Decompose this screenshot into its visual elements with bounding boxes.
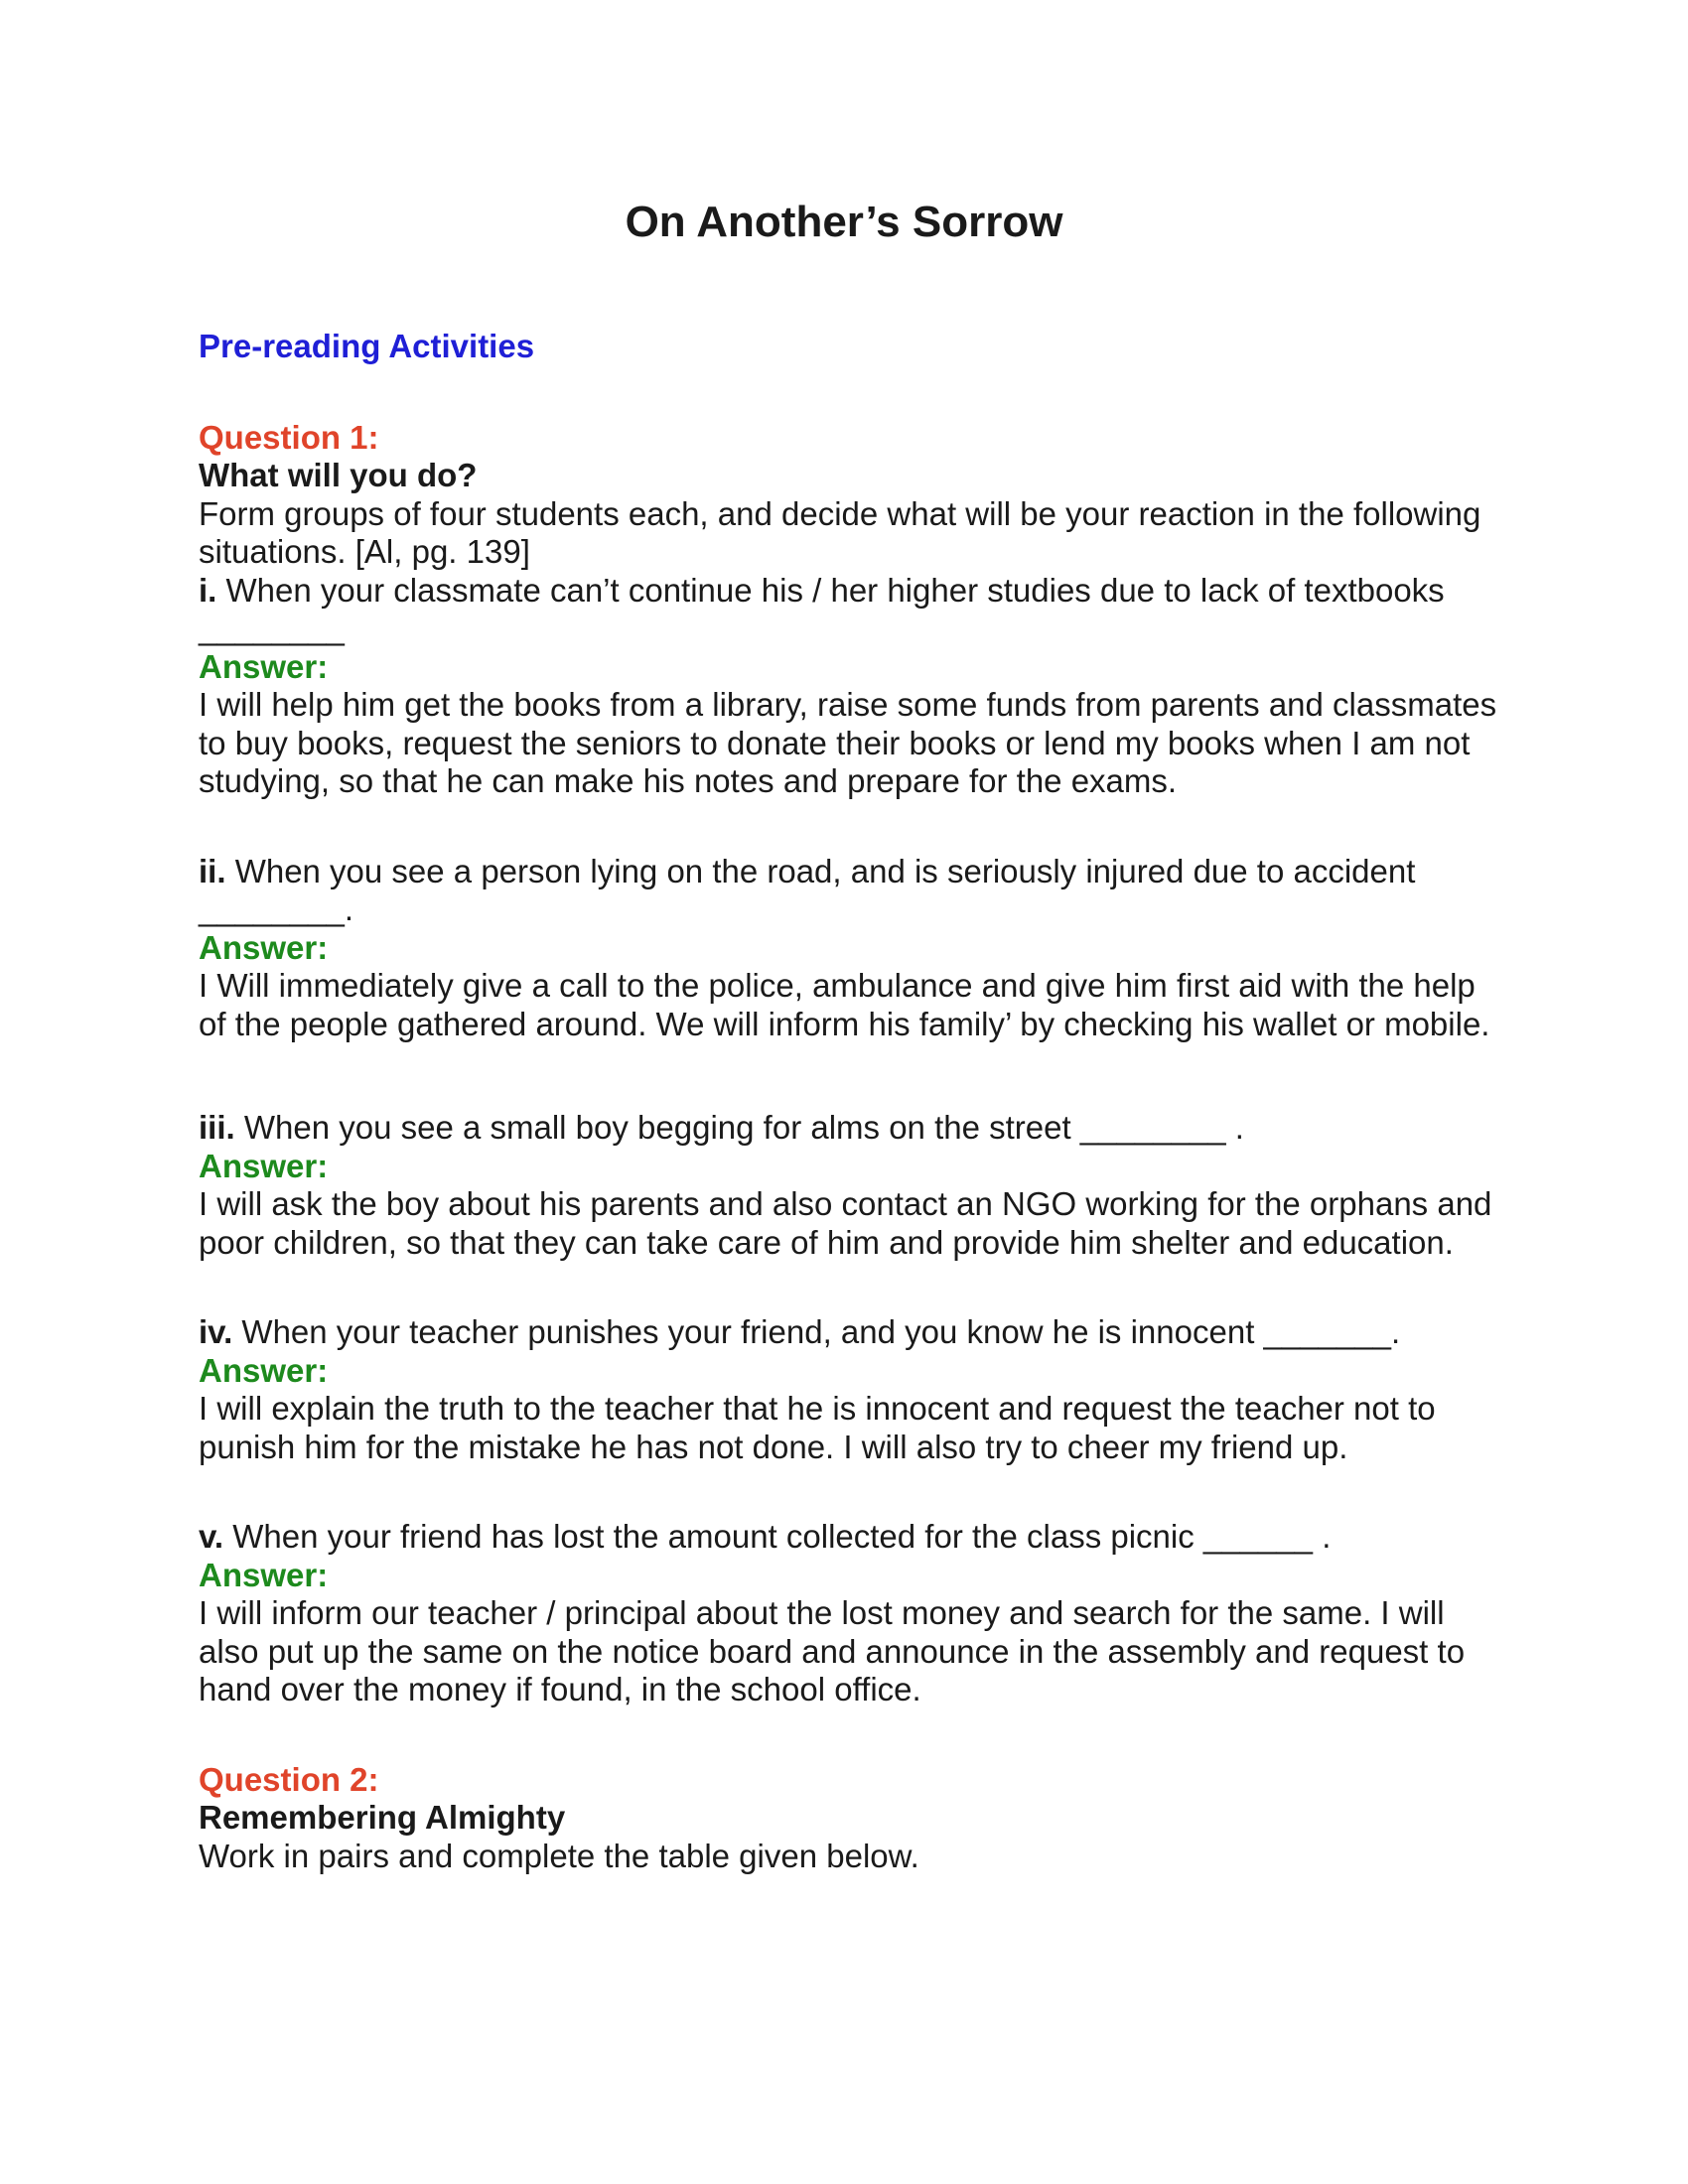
question-item-text <box>199 1313 1509 1352</box>
item-text: When you see a small boy begging for alms on the street ________ . <box>243 1109 1244 1146</box>
question-item-iii <box>199 1109 1509 1262</box>
page-title: On Another’s Sorrow <box>625 198 1063 246</box>
question-1-subheading: What will you do? <box>199 457 478 493</box>
item-text: When your friend has lost the amount collected for the class picnic ______ . <box>232 1518 1332 1555</box>
question-item-v <box>199 1518 1509 1709</box>
item-text: When your teacher punishes your friend, and you know he is innocent _______. <box>241 1313 1401 1350</box>
answer-label: Answer: <box>199 647 329 685</box>
item-numeral: iii. <box>199 1109 235 1146</box>
question-item-text <box>199 572 1509 611</box>
answer-label: Answer: <box>199 1147 329 1184</box>
question-2-heading: Question 2: <box>199 1760 379 1798</box>
item-numeral: iv. <box>199 1313 233 1350</box>
answer-text: I Will immediately give a call to the police, ambulance and give him first aid with the help of the people gathered around. We will inform his family’ by checking his wallet or mobile. <box>199 967 1490 1042</box>
answer-label: Answer: <box>199 928 329 966</box>
answer-text: I will inform our teacher / principal about the lost money and search for the same. I will also put up the same on the notice board and announce in the assembly and request to hand over the money if found, in the school office. <box>199 1594 1466 1707</box>
answer-label: Answer: <box>199 1351 329 1389</box>
question-item-iv <box>199 1313 1509 1466</box>
item-numeral: v. <box>199 1518 224 1555</box>
question-item-text <box>199 1518 1509 1557</box>
question-item-i <box>199 572 1509 801</box>
question-item-text <box>199 1109 1509 1148</box>
question-2-instruction: Work in pairs and complete the table given below. <box>199 1837 919 1874</box>
document-content <box>199 328 1509 1875</box>
item-blank: ________. <box>199 890 353 927</box>
item-text: When you see a person lying on the road, and is seriously injured due to accident <box>234 852 1416 889</box>
question-item-ii <box>199 853 1509 1044</box>
item-numeral: ii. <box>199 852 226 889</box>
question-item-text <box>199 853 1509 891</box>
question-1-instruction: Form groups of four students each, and decide what will be your reaction in the following situations. [Al, pg. 139] <box>199 494 1481 570</box>
section-heading: Pre-reading Activities <box>199 328 535 364</box>
answer-text: I will explain the truth to the teacher that he is innocent and request the teacher not to punish him for the mistake he has not done. I will also try to cheer my friend up. <box>199 1390 1436 1465</box>
spacer <box>199 1095 1509 1109</box>
question-2-subheading: Remembering Almighty <box>199 1799 566 1836</box>
answer-text: I will ask the boy about his parents and also contact an NGO working for the orphans and poor children, so that they can take care of him and provide him shelter and education. <box>199 1185 1492 1261</box>
question-1-heading: Question 1: <box>199 418 379 456</box>
item-blank: ________ <box>199 610 345 646</box>
item-numeral: i. <box>199 571 217 609</box>
item-text: When your classmate can’t continue his / her higher studies due to lack of textbooks <box>225 571 1445 609</box>
answer-label: Answer: <box>199 1556 329 1593</box>
answer-text: I will help him get the books from a library, raise some funds from parents and classmates to buy books, request the seniors to donate their books or lend my books when I am not studying, so that he can make his notes and prepare for the exams. <box>199 686 1497 799</box>
